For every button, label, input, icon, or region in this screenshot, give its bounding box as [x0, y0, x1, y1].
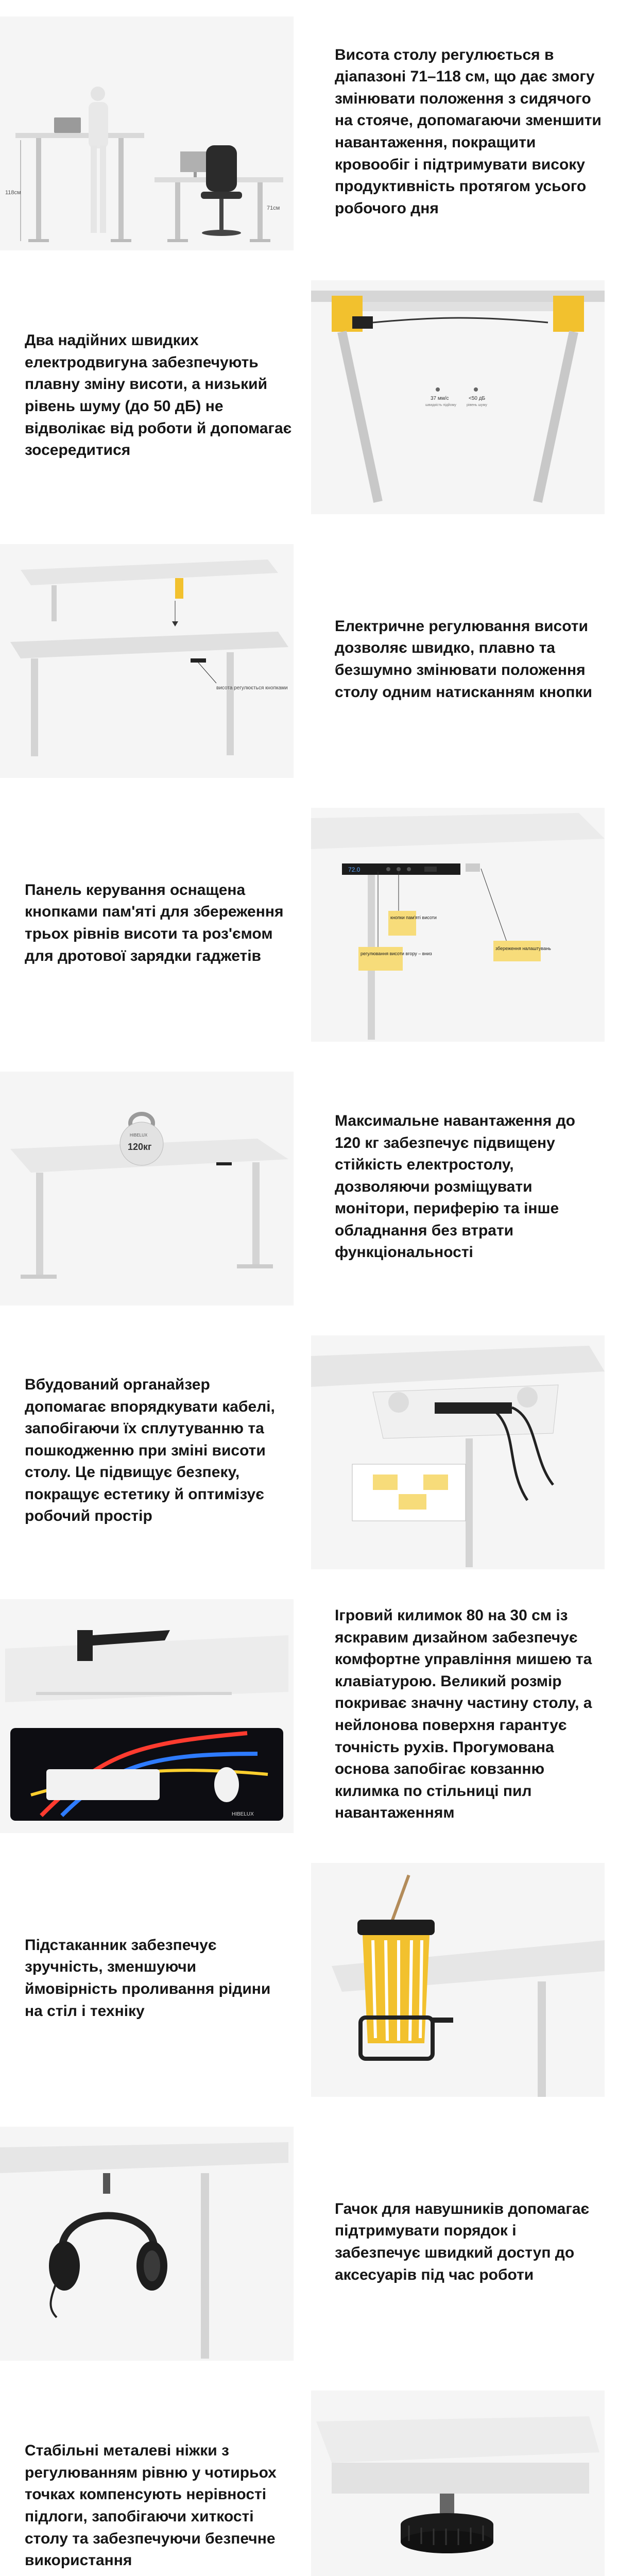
legs-image	[311, 2391, 605, 2576]
noise-caption: рівень шуму	[467, 403, 487, 407]
electric-adjust-image	[0, 544, 294, 778]
monitor-arm-icon	[77, 1630, 93, 1661]
height-range-image	[0, 16, 294, 250]
headphone-hook-text: Гачок для навушників допомагає підтримувати порядок і забезпечує швидкий доступ до аксесуарів під час роботи	[335, 2200, 590, 2283]
section-electric-adjust	[0, 528, 618, 791]
motor-right-icon	[553, 296, 584, 332]
motors-text: Два надійних швидких електродвигуна забезпечують плавну зміну висоти, а низький рівень шуму (до 50 дБ) не відволікає від роботи й допомагає зосередитися	[25, 332, 292, 459]
headphone-hook-image	[0, 2127, 294, 2361]
chair-icon	[206, 145, 237, 192]
height-range-text: Висота столу регулюється в діапазоні 71–118 см, що дає змогу змінювати положення з сидячого на стояче, допомагаючи зменшити навантаження, покращити кровообіг і підтримувати високу продуктивність протягом усього робочого дня	[335, 46, 602, 217]
callout-label: висота регулюється кнопками	[216, 685, 288, 691]
power-strip-icon	[435, 1402, 512, 1414]
load-image	[0, 1072, 294, 1306]
section-height-range	[0, 0, 618, 264]
section-organizer	[0, 1319, 618, 1583]
section-control-panel	[0, 791, 618, 1055]
organizer-image	[311, 1335, 605, 1569]
height-min-label: 71см	[267, 205, 280, 211]
control-panel-text: Панель керування оснащена кнопками пам'яті для збереження трьох рівнів висоти та роз'ємом для дротової зарядки гаджетів	[25, 881, 284, 964]
memory-button-3-icon	[407, 867, 411, 871]
memory-button-2-icon	[397, 867, 401, 871]
cup-lid	[357, 1920, 435, 1935]
mousepad-image	[0, 1599, 294, 1833]
save-label: збереження налаштувань	[495, 946, 551, 951]
section-legs	[0, 2374, 618, 2576]
kettlebell-brand: HIBELUX	[130, 1133, 148, 1138]
section-headphone-hook	[0, 2110, 618, 2374]
usb-port-icon	[424, 867, 437, 872]
cupholder-text: Підстаканник забезпечує зручність, зменшуючи ймовірність проливання рідини на стіл і техніку	[25, 1936, 271, 2020]
motors-image	[311, 280, 605, 514]
organizer-text: Вбудований органайзер допомагає впорядкувати кабелі, запобігаючи їх сплутуванню та пошкодженню при зміні висоти столу. Це підвищує безпеку, покращує естетику й оптимізує робочий простір	[25, 1376, 275, 1525]
noise-label: <50 дБ	[469, 396, 486, 401]
updown-label: регулювання висоти вгору – вниз	[360, 951, 432, 956]
section-mousepad	[0, 1583, 618, 1846]
standing-desk-top	[15, 133, 144, 138]
load-text: Максимальне навантаження до 120 кг забезпечує підвищену стійкість електростолу, дозволяючи розміщувати монітори, периферію та інше обладнання без втрати функціональності	[335, 1112, 575, 1261]
control-panel-icon	[191, 658, 206, 663]
mousepad-text: Ігровий килимок 80 на 30 см із яскравим дизайном забезпечує комфортне управління мишею та клавіатурою. Великий розмір покриває значну частину столу, а нейлонова поверхня гарантує точність рухів. Прогумована основа запобігає ковзанню килимка по стільниці пил навантаженням	[335, 1607, 592, 1822]
headphone-hook-icon	[103, 2173, 110, 2194]
height-max-label: 118см	[5, 190, 21, 196]
speed-label: 37 мм/с	[431, 396, 449, 401]
keyboard-icon	[46, 1769, 160, 1800]
legs-text: Стабільні металеві ніжки з регулюванням рівню у чотирьох точках компенсують нерівності підлоги, запобігаючи хиткості столу та забезпечуючи безпечне використання	[25, 2442, 277, 2569]
mouse-icon	[214, 1767, 239, 1802]
electric-adjust-text: Електричне регулювання висоти дозволяє швидко, плавно та безшумно змінювати положення столу одним натисканням кнопки	[335, 617, 592, 701]
leveling-screw-icon	[440, 2494, 454, 2514]
memory-label: кнопки пам'яті висоти	[390, 915, 437, 920]
section-load	[0, 1055, 618, 1319]
speed-caption: швидкість підйому	[425, 403, 456, 407]
weight-label: 120кг	[128, 1142, 152, 1152]
cupholder-image	[311, 1863, 605, 2097]
control-panel-image	[311, 808, 605, 1042]
section-cupholder	[0, 1846, 618, 2110]
laptop-icon	[54, 117, 81, 133]
panel-display: 72.0	[348, 866, 360, 873]
mousepad-brand: HIBELUX	[232, 1811, 254, 1817]
section-motors	[0, 264, 618, 528]
memory-button-1-icon	[386, 867, 390, 871]
